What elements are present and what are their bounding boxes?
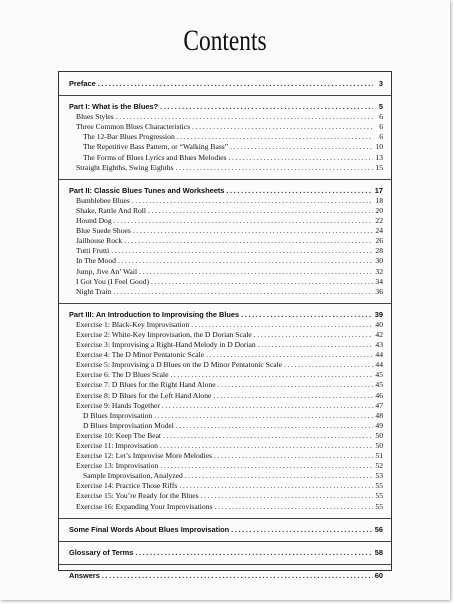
toc-page-number: 18	[375, 195, 383, 205]
toc-entry[interactable]	[69, 163, 383, 173]
toc-page-number: 50	[375, 430, 383, 440]
toc-entry-title: Three Common Blues Characteristics	[76, 122, 191, 132]
toc-entry[interactable]	[69, 451, 383, 461]
dot-leader	[114, 216, 373, 226]
toc-page-number: 45	[375, 380, 383, 390]
toc-entry-title: D Blues Improvisation Model	[83, 420, 174, 430]
dot-leader	[258, 340, 373, 350]
page-title: Contents	[183, 24, 267, 57]
toc-entry[interactable]	[69, 360, 383, 370]
dot-leader	[284, 360, 373, 370]
dot-leader	[226, 186, 372, 196]
toc-entry-title: In The Mood	[76, 256, 116, 266]
toc-entry-title: I Got You (I Feel Good)	[76, 276, 149, 286]
toc-entry-title: Blue Suede Shoes	[76, 226, 131, 236]
toc-entry[interactable]	[69, 287, 383, 297]
toc-entry-title: Exercise 10: Keep The Beat	[76, 430, 162, 440]
toc-entry[interactable]	[69, 461, 383, 471]
dot-leader	[148, 206, 373, 216]
toc-section-entry[interactable]	[69, 548, 383, 558]
toc-page-number: 10	[375, 142, 383, 152]
dot-leader	[113, 287, 373, 297]
dot-leader	[116, 112, 373, 122]
toc-page-number: 47	[375, 400, 383, 410]
dot-leader	[254, 330, 373, 340]
toc-section-entry[interactable]	[69, 310, 383, 320]
toc-page-number: 43	[375, 340, 383, 350]
toc-entry-title: Glossary of Terms	[69, 547, 134, 557]
toc-entry-title: Jailhouse Rock	[76, 236, 123, 246]
toc-entry-title: Exercise 12: Let’s Improvise More Melodies	[76, 451, 213, 461]
toc-page-number: 44	[375, 360, 383, 370]
dot-leader	[162, 401, 373, 411]
toc-entry-title: Some Final Words About Blues Improvisation	[69, 524, 230, 534]
dot-leader	[230, 142, 373, 152]
toc-entry[interactable]	[69, 216, 383, 226]
toc-page-number: 26	[375, 236, 383, 246]
toc-entry-title: Night Train	[76, 286, 112, 296]
toc-entry-title: Exercise 11: Improvisation	[76, 441, 158, 450]
toc-page-number: 52	[375, 461, 383, 471]
toc-entry-title: Exercise 2: White-Key Improvisation, the D Dorian Scale	[76, 329, 252, 339]
toc-entry-title: Exercise 16: Expanding Your Improvisations	[76, 501, 213, 511]
toc-entry-title: Bumblebee Blues	[76, 195, 130, 205]
toc-page-number: 15	[375, 162, 383, 172]
toc-entry-title: Exercise 6: The D Blues Scale	[76, 370, 169, 380]
toc-page-number: 24	[375, 226, 383, 236]
toc-entry-title: Blues Styles	[76, 112, 114, 122]
section-divider	[59, 95, 391, 96]
toc-entry[interactable]	[69, 380, 383, 390]
toc-entry[interactable]	[69, 471, 383, 481]
dot-leader	[229, 153, 373, 163]
toc-entry[interactable]	[69, 236, 383, 246]
toc-page-number: 36	[375, 286, 383, 296]
section-divider	[59, 541, 391, 542]
toc-entry[interactable]	[69, 502, 383, 512]
dot-leader	[192, 122, 373, 132]
toc-page-number: 34	[375, 276, 383, 286]
toc-entry[interactable]	[69, 122, 383, 132]
toc-entry-title: Exercise 5: Improvising a D Blues on the D Minor Pentatonic Scale	[76, 360, 283, 370]
toc-entry-title: Answers	[69, 570, 100, 580]
dot-leader	[132, 196, 373, 206]
dot-leader	[163, 431, 373, 441]
table-of-contents	[58, 71, 392, 580]
dot-leader	[151, 277, 373, 287]
toc-page-number: 30	[375, 256, 383, 266]
toc-entry-title: Part III: An Introduction to Improvising the Blues	[69, 309, 240, 319]
toc-entry-title: Exercise 8: D Blues for the Left Hand Alone	[76, 390, 212, 400]
toc-entry[interactable]	[69, 142, 383, 152]
dot-leader	[191, 320, 373, 330]
toc-entry[interactable]	[69, 226, 383, 236]
toc-page-number: 55	[375, 491, 383, 501]
toc-page-number: 48	[375, 410, 383, 420]
toc-entry-title: Shake, Rattle And Roll	[76, 205, 147, 215]
toc-entry-title: Exercise 7: D Blues for the Right Hand Alone	[76, 380, 216, 390]
toc-entry[interactable]	[69, 320, 383, 330]
toc-page-number: 6	[379, 132, 383, 142]
toc-page-number: 17	[374, 185, 383, 195]
toc-entry[interactable]	[69, 491, 383, 501]
dot-leader	[160, 102, 373, 112]
dot-leader	[214, 502, 373, 512]
toc-entry-title: Exercise 3: Improvising a Right-Hand Melody in D Dorian	[76, 340, 256, 350]
toc-entry-title: Exercise 4: The D Minor Pentatonic Scale	[76, 350, 205, 360]
toc-page-number: 45	[375, 370, 383, 380]
dot-leader	[201, 491, 373, 501]
dot-leader	[206, 350, 373, 360]
toc-entry-title: Part I: What is the Blues?	[69, 102, 159, 112]
toc-entry-title: Exercise 13: Improvisation	[76, 461, 159, 471]
toc-entry-title: Tutti Frutti	[76, 246, 110, 256]
dot-leader	[139, 267, 373, 277]
toc-entry-title: Exercise 14: Practice Those Riffs	[76, 481, 178, 491]
dot-leader	[133, 226, 373, 236]
dot-leader	[175, 163, 373, 173]
dot-leader	[170, 370, 373, 380]
toc-entry[interactable]	[69, 340, 383, 350]
toc-page-number: 28	[375, 246, 383, 256]
dot-leader	[111, 246, 373, 256]
toc-page-number: 51	[375, 451, 383, 461]
dot-leader	[231, 525, 373, 535]
toc-section-entry[interactable]	[69, 79, 383, 89]
toc-entry[interactable]	[69, 153, 383, 163]
toc-entry[interactable]	[69, 267, 383, 277]
toc-page-number: 44	[375, 350, 383, 360]
toc-entry-title: Part II: Classic Blues Tunes and Worksheets	[69, 185, 225, 195]
toc-entry[interactable]	[69, 256, 383, 266]
toc-entry-title: The Forms of Blues Lyrics and Blues Melodies	[83, 152, 227, 162]
toc-entry-title: Exercise 15: You’re Ready for the Blues	[76, 491, 199, 501]
toc-entry-title: Exercise 1: Black-Key Improvisation	[76, 319, 190, 329]
toc-page-number: 49	[375, 420, 383, 430]
toc-page-number: 46	[375, 390, 383, 400]
toc-entry[interactable]	[69, 350, 383, 360]
dot-leader	[177, 132, 373, 142]
toc-page-number: 22	[375, 216, 383, 226]
section-divider	[59, 564, 391, 565]
toc-page-number: 3	[378, 79, 383, 88]
dot-leader	[213, 391, 373, 401]
dot-leader	[102, 571, 373, 581]
toc-entry[interactable]	[69, 246, 383, 256]
dot-leader	[160, 441, 373, 451]
toc-page-number: 6	[379, 122, 383, 132]
dot-leader	[218, 380, 373, 390]
dot-leader	[135, 548, 372, 558]
dot-leader	[118, 256, 373, 266]
toc-page-number: 6	[379, 112, 383, 122]
toc-section-entry[interactable]	[69, 571, 383, 581]
toc-page-number: 60	[374, 570, 383, 580]
toc-entry-title: The Repetitive Bass Pattern, or “Walking Bass”	[83, 142, 229, 152]
section-divider	[59, 518, 391, 519]
toc-page-number: 5	[378, 102, 383, 112]
toc-entry-title: Straight Eighths, Swing Eighths	[76, 162, 174, 172]
toc-page-number: 42	[375, 329, 383, 339]
dot-leader	[179, 481, 373, 491]
section-divider	[59, 303, 391, 304]
toc-entry-title: The 12-Bar Blues Progression	[83, 132, 175, 142]
toc-section-entry[interactable]	[69, 186, 383, 196]
toc-entry[interactable]	[69, 411, 383, 421]
toc-entry-title: Hound Dog	[76, 216, 112, 226]
toc-section-entry[interactable]	[69, 102, 383, 112]
toc-entry[interactable]	[69, 431, 383, 441]
dot-leader	[124, 236, 373, 246]
toc-page-number: 53	[375, 471, 383, 481]
dot-leader	[241, 310, 373, 320]
dot-leader	[160, 461, 373, 471]
toc-entry[interactable]	[69, 391, 383, 401]
toc-entry[interactable]	[69, 441, 383, 451]
toc-page-number: 39	[374, 309, 383, 319]
toc-entry-title: Preface	[69, 79, 96, 88]
toc-page-number: 58	[374, 547, 383, 557]
toc-page-number: 40	[375, 319, 383, 329]
toc-entry-title: Jump, Jive An’ Wail	[76, 266, 138, 276]
toc-page-number: 55	[375, 501, 383, 511]
toc-page-number: 50	[375, 441, 383, 450]
toc-page-number: 32	[375, 266, 383, 276]
dot-leader	[176, 421, 373, 431]
section-divider	[59, 179, 391, 180]
toc-page-number: 55	[375, 481, 383, 491]
dot-leader	[154, 411, 373, 421]
toc-entry[interactable]	[69, 196, 383, 206]
toc-entry[interactable]	[69, 206, 383, 216]
toc-entry[interactable]	[69, 421, 383, 431]
toc-entry-title: D Blues Improvisation	[83, 410, 153, 420]
toc-entry[interactable]	[69, 330, 383, 340]
toc-entry[interactable]	[69, 112, 383, 122]
toc-section-entry[interactable]	[69, 525, 383, 535]
toc-entry[interactable]	[69, 401, 383, 411]
toc-entry-title: Sample Improvisation, Analyzed	[83, 471, 183, 481]
toc-entry[interactable]	[69, 370, 383, 380]
toc-page-number: 20	[375, 205, 383, 215]
dot-leader	[214, 451, 373, 461]
toc-entry[interactable]	[69, 481, 383, 491]
toc-entry[interactable]	[69, 132, 383, 142]
toc-page-number: 13	[375, 152, 383, 162]
toc-entry-title: Exercise 9: Hands Together	[76, 400, 160, 410]
dot-leader	[98, 79, 373, 89]
toc-page-number: 56	[374, 524, 383, 534]
dot-leader	[185, 471, 373, 481]
toc-entry[interactable]	[69, 277, 383, 287]
